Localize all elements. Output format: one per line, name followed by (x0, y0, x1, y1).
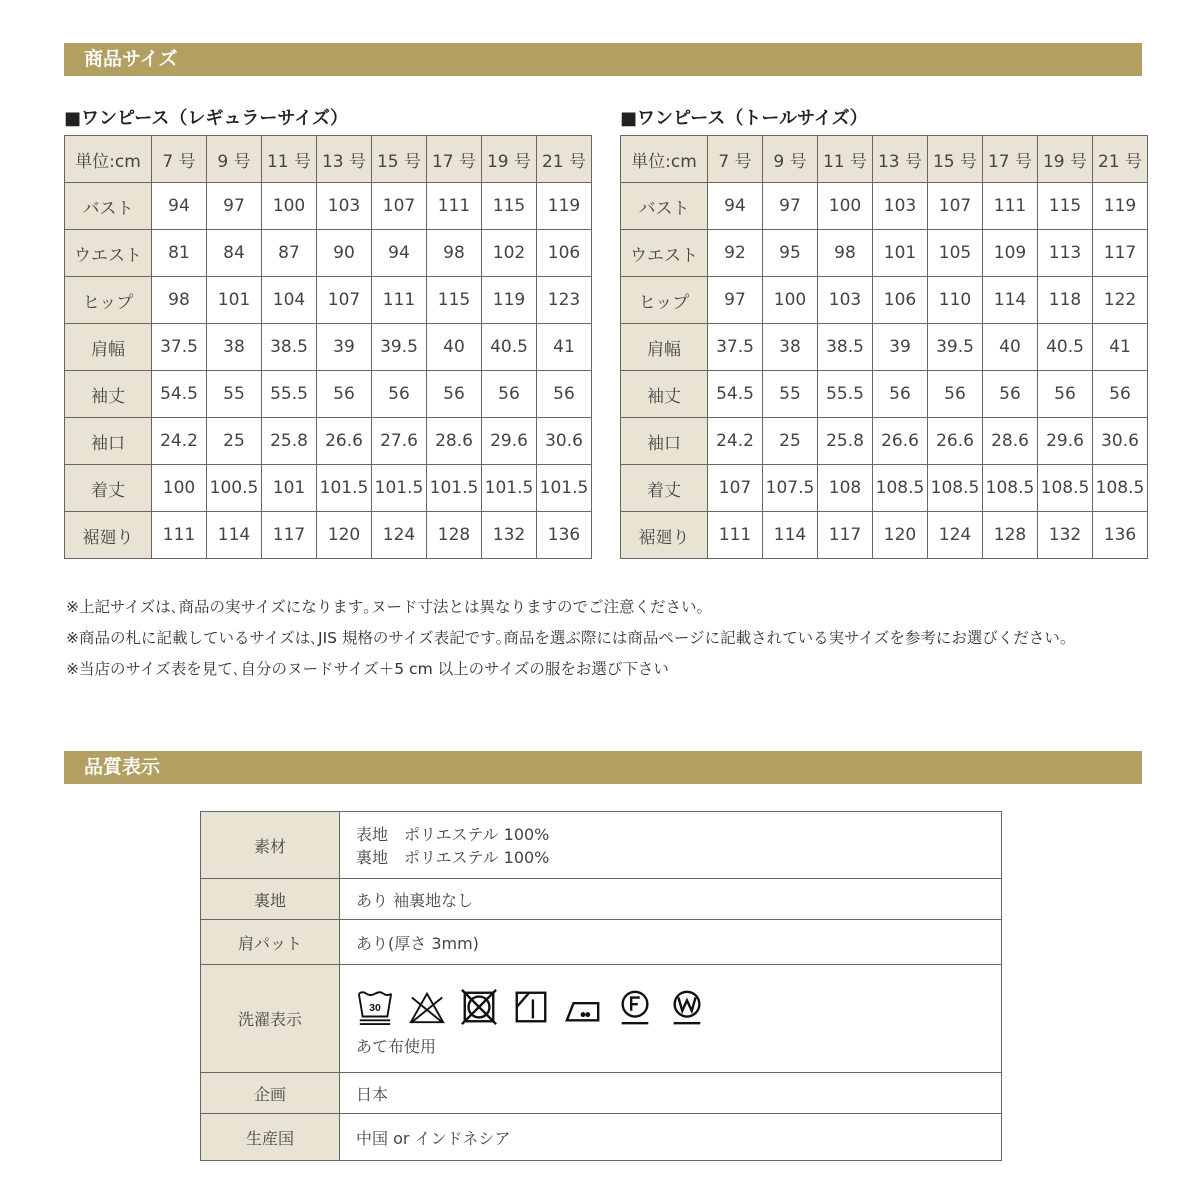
no-bleach-icon (408, 988, 446, 1026)
table-cell: 115 (482, 183, 537, 230)
note: ※上記サイズは､商品の実サイズになります｡ヌード寸法とは異なりますのでご注意ください｡ (66, 598, 705, 616)
table-cell: 41 (537, 324, 592, 371)
table-row (201, 920, 1002, 965)
table-cell: 101 (262, 465, 317, 512)
row-label: ヒップ (621, 277, 708, 324)
table-cell: 120 (317, 512, 372, 559)
table-cell: 106 (873, 277, 928, 324)
row-label: 生産国 (201, 1114, 340, 1161)
table-cell: 28.6 (983, 418, 1038, 465)
table-cell: 101.5 (372, 465, 427, 512)
table-cell: 100 (262, 183, 317, 230)
table-cell: 56 (928, 371, 983, 418)
table-cell: 81 (152, 230, 207, 277)
table-cell: 113 (1038, 230, 1093, 277)
table-cell: 98 (152, 277, 207, 324)
column-header: 7 号 (708, 136, 763, 183)
table-cell: 104 (262, 277, 317, 324)
table-cell: 94 (372, 230, 427, 277)
table-cell: 107 (928, 183, 983, 230)
column-header: 17 号 (983, 136, 1038, 183)
table-cell: 98 (818, 230, 873, 277)
table-cell: 101.5 (482, 465, 537, 512)
table-cell: 56 (1093, 371, 1148, 418)
plan-value: 日本 (340, 1073, 1002, 1114)
table-cell: 56 (482, 371, 537, 418)
pad-value: あり(厚さ 3mm) (340, 920, 1002, 965)
table-cell: 30.6 (537, 418, 592, 465)
table-cell: 27.6 (372, 418, 427, 465)
table-row (201, 879, 1002, 920)
table-cell: 115 (427, 277, 482, 324)
table-cell: 101.5 (317, 465, 372, 512)
table-cell: 56 (317, 371, 372, 418)
row-label: ヒップ (65, 277, 152, 324)
table-row (201, 965, 1002, 1073)
row-label: 裾廻り (65, 512, 152, 559)
table-cell: 101 (873, 230, 928, 277)
table-row (621, 465, 1148, 512)
header-row (621, 136, 1148, 183)
table-cell: 95 (763, 230, 818, 277)
table-cell: 25.8 (262, 418, 317, 465)
table-row (621, 183, 1148, 230)
table-cell: 38.5 (818, 324, 873, 371)
care-value (340, 965, 1002, 1073)
table-row (621, 512, 1148, 559)
table-cell: 87 (262, 230, 317, 277)
column-header: 19 号 (1038, 136, 1093, 183)
table-cell: 56 (427, 371, 482, 418)
table-cell: 108.5 (928, 465, 983, 512)
table-cell: 107 (708, 465, 763, 512)
table-cell: 25 (207, 418, 262, 465)
table-row (65, 418, 592, 465)
origin-value: 中国 or インドネシア (340, 1114, 1002, 1161)
table-row (621, 371, 1148, 418)
row-label: 肩パット (201, 920, 340, 965)
table-cell: 110 (928, 277, 983, 324)
material-line: 表地 ポリエステル 100% (356, 825, 550, 844)
table-cell: 41 (1093, 324, 1148, 371)
regular-size-table (64, 135, 592, 559)
column-header: 11 号 (818, 136, 873, 183)
table-row (65, 324, 592, 371)
table-cell: 37.5 (152, 324, 207, 371)
table-cell: 39.5 (372, 324, 427, 371)
wet-clean-w-icon (668, 988, 706, 1026)
table-cell: 115 (1038, 183, 1093, 230)
table-cell: 24.2 (708, 418, 763, 465)
note: ※商品の札に記載しているサイズは､JIS 規格のサイズ表記です｡商品を選ぶ際には商品ページに記載されている実サイズを参考にお選びください｡ (66, 629, 1068, 647)
table-cell: 39.5 (928, 324, 983, 371)
table-cell: 106 (537, 230, 592, 277)
table-row (201, 1114, 1002, 1161)
table-cell: 97 (763, 183, 818, 230)
row-label: ウエスト (621, 230, 708, 277)
tall-size-table (620, 135, 1148, 559)
table-row (65, 371, 592, 418)
table-cell: 39 (317, 324, 372, 371)
shade-drip-dry-icon (512, 988, 550, 1026)
row-label: ウエスト (65, 230, 152, 277)
table-cell: 123 (537, 277, 592, 324)
care-icons (356, 988, 985, 1026)
table-cell: 98 (427, 230, 482, 277)
table-cell: 26.6 (928, 418, 983, 465)
table-cell: 30.6 (1093, 418, 1148, 465)
size-notes (66, 592, 1146, 685)
column-header: 9 号 (763, 136, 818, 183)
table-cell: 111 (427, 183, 482, 230)
column-header: 11 号 (262, 136, 317, 183)
table-cell: 90 (317, 230, 372, 277)
table-cell: 128 (983, 512, 1038, 559)
table-cell: 84 (207, 230, 262, 277)
size-section-header: 商品サイズ (64, 43, 1142, 76)
table-cell: 56 (537, 371, 592, 418)
row-label: 肩幅 (65, 324, 152, 371)
column-header: 単位:cm (65, 136, 152, 183)
table-row (621, 418, 1148, 465)
table-cell: 56 (1038, 371, 1093, 418)
table-cell: 40.5 (1038, 324, 1093, 371)
table-row (621, 324, 1148, 371)
table-cell: 100 (763, 277, 818, 324)
row-label: 裏地 (201, 879, 340, 920)
column-header: 19 号 (482, 136, 537, 183)
row-label: 袖口 (65, 418, 152, 465)
table-cell: 97 (207, 183, 262, 230)
row-label: バスト (65, 183, 152, 230)
table-cell: 119 (1093, 183, 1148, 230)
regular-table-title: ■ワンピース（レギュラーサイズ） (64, 108, 348, 129)
dry-clean-f-icon (616, 988, 654, 1026)
row-label: 素材 (201, 812, 340, 879)
column-header: 単位:cm (621, 136, 708, 183)
table-cell: 114 (983, 277, 1038, 324)
material-line: 裏地 ポリエステル 100% (356, 848, 550, 867)
table-cell: 26.6 (873, 418, 928, 465)
table-cell: 111 (152, 512, 207, 559)
table-cell: 119 (537, 183, 592, 230)
tall-table-title: ■ワンピース（トールサイズ） (620, 108, 868, 129)
table-cell: 101.5 (427, 465, 482, 512)
table-cell: 107 (317, 277, 372, 324)
table-cell: 107 (372, 183, 427, 230)
quality-table (200, 811, 1002, 1161)
note: ※当店のサイズ表を見て､自分のヌードサイズ＋5 cm 以上のサイズの服をお選び下さい (66, 660, 669, 678)
table-cell: 24.2 (152, 418, 207, 465)
table-cell: 40 (427, 324, 482, 371)
table-cell: 114 (207, 512, 262, 559)
table-cell: 117 (818, 512, 873, 559)
table-cell: 92 (708, 230, 763, 277)
table-cell: 37.5 (708, 324, 763, 371)
table-cell: 102 (482, 230, 537, 277)
row-label: 企画 (201, 1073, 340, 1114)
table-cell: 132 (1038, 512, 1093, 559)
table-cell: 55.5 (818, 371, 873, 418)
table-row (621, 277, 1148, 324)
table-cell: 26.6 (317, 418, 372, 465)
table-cell: 120 (873, 512, 928, 559)
column-header: 9 号 (207, 136, 262, 183)
material-value (340, 812, 1002, 879)
table-cell: 54.5 (708, 371, 763, 418)
table-cell: 117 (1093, 230, 1148, 277)
table-cell: 100 (152, 465, 207, 512)
table-row (65, 183, 592, 230)
table-cell: 124 (372, 512, 427, 559)
table-cell: 56 (983, 371, 1038, 418)
table-cell: 94 (152, 183, 207, 230)
table-cell: 101 (207, 277, 262, 324)
table-cell: 117 (262, 512, 317, 559)
table-cell: 108 (818, 465, 873, 512)
table-row (65, 465, 592, 512)
lining-value: あり 袖裏地なし (340, 879, 1002, 920)
table-cell: 54.5 (152, 371, 207, 418)
table-cell: 111 (372, 277, 427, 324)
table-cell: 38.5 (262, 324, 317, 371)
wash-30-icon (356, 988, 394, 1026)
table-row (621, 230, 1148, 277)
table-cell: 97 (708, 277, 763, 324)
table-cell: 101.5 (537, 465, 592, 512)
table-cell: 28.6 (427, 418, 482, 465)
table-cell: 114 (763, 512, 818, 559)
column-header: 7 号 (152, 136, 207, 183)
table-cell: 100 (818, 183, 873, 230)
table-cell: 128 (427, 512, 482, 559)
table-cell: 136 (537, 512, 592, 559)
table-cell: 105 (928, 230, 983, 277)
column-header: 17 号 (427, 136, 482, 183)
table-row (201, 812, 1002, 879)
table-cell: 94 (708, 183, 763, 230)
header-row (65, 136, 592, 183)
row-label: 肩幅 (621, 324, 708, 371)
table-row (201, 1073, 1002, 1114)
table-cell: 108.5 (873, 465, 928, 512)
table-cell: 40.5 (482, 324, 537, 371)
table-cell: 38 (763, 324, 818, 371)
table-cell: 56 (873, 371, 928, 418)
no-tumble-dry-icon (460, 988, 498, 1026)
table-cell: 108.5 (1093, 465, 1148, 512)
table-cell: 25 (763, 418, 818, 465)
row-label: 着丈 (65, 465, 152, 512)
row-label: バスト (621, 183, 708, 230)
table-cell: 100.5 (207, 465, 262, 512)
column-header: 13 号 (873, 136, 928, 183)
row-label: 洗濯表示 (201, 965, 340, 1073)
row-label: 袖口 (621, 418, 708, 465)
table-cell: 56 (372, 371, 427, 418)
table-cell: 122 (1093, 277, 1148, 324)
table-cell: 103 (317, 183, 372, 230)
table-cell: 38 (207, 324, 262, 371)
table-cell: 55 (207, 371, 262, 418)
table-cell: 25.8 (818, 418, 873, 465)
table-cell: 39 (873, 324, 928, 371)
table-cell: 124 (928, 512, 983, 559)
table-cell: 103 (873, 183, 928, 230)
table-cell: 118 (1038, 277, 1093, 324)
table-cell: 103 (818, 277, 873, 324)
table-cell: 132 (482, 512, 537, 559)
table-row (65, 277, 592, 324)
column-header: 21 号 (537, 136, 592, 183)
table-cell: 119 (482, 277, 537, 324)
row-label: 袖丈 (65, 371, 152, 418)
low-iron-icon (564, 988, 602, 1026)
table-cell: 111 (708, 512, 763, 559)
column-header: 21 号 (1093, 136, 1148, 183)
column-header: 15 号 (372, 136, 427, 183)
column-header: 13 号 (317, 136, 372, 183)
table-row (65, 230, 592, 277)
row-label: 着丈 (621, 465, 708, 512)
row-label: 裾廻り (621, 512, 708, 559)
table-cell: 111 (983, 183, 1038, 230)
table-cell: 29.6 (1038, 418, 1093, 465)
table-cell: 55.5 (262, 371, 317, 418)
care-note: あて布使用 (356, 1037, 437, 1056)
quality-section-header: 品質表示 (64, 751, 1142, 784)
table-cell: 108.5 (1038, 465, 1093, 512)
row-label: 袖丈 (621, 371, 708, 418)
table-cell: 107.5 (763, 465, 818, 512)
column-header: 15 号 (928, 136, 983, 183)
table-cell: 40 (983, 324, 1038, 371)
table-row (65, 512, 592, 559)
table-cell: 109 (983, 230, 1038, 277)
table-cell: 29.6 (482, 418, 537, 465)
table-cell: 55 (763, 371, 818, 418)
table-cell: 136 (1093, 512, 1148, 559)
table-cell: 108.5 (983, 465, 1038, 512)
svg-text:30: 30 (369, 1002, 381, 1014)
